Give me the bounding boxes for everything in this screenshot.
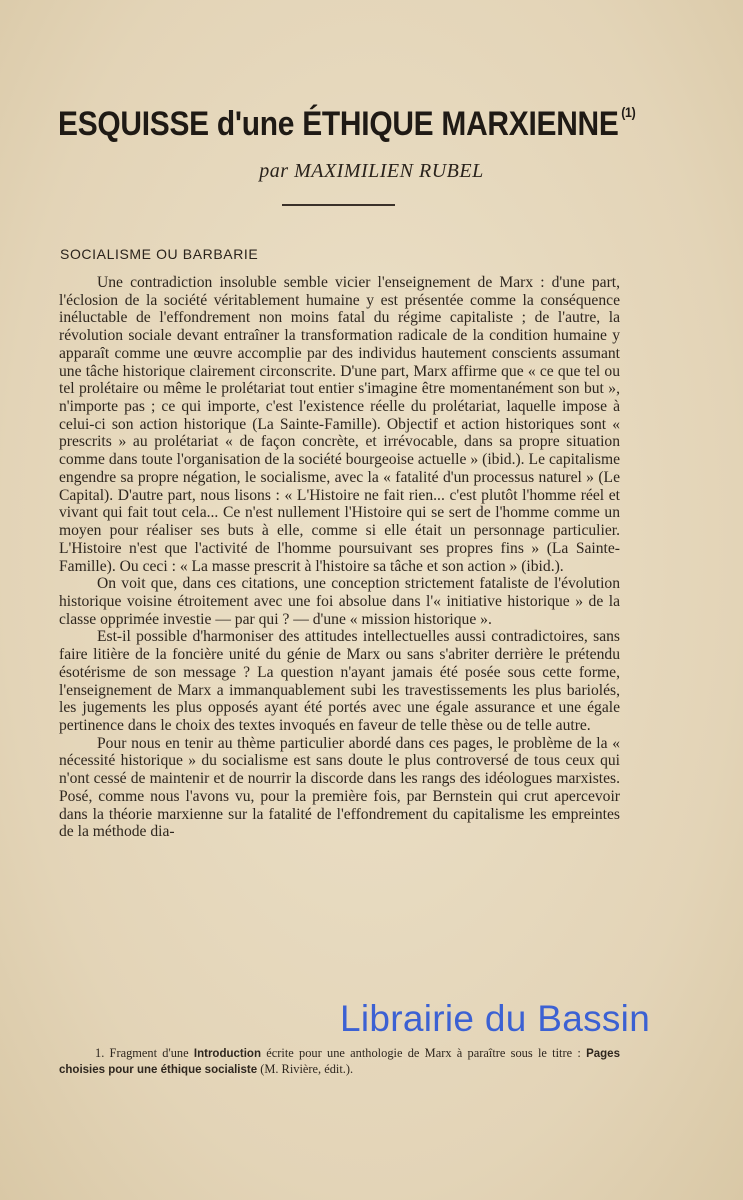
article-title-text: ESQUISSE d'une ÉTHIQUE MARXIENNE [58,105,619,143]
paragraph: Est-il possible d'harmoniser des attitudes intellectuelles aussi contradictoires, sans faire litière de la foncière unité du génie de Marx ou sans s'abriter derrière le prétendu ésotérisme de son message ? La question n'ayant jamais été posée sous cette forme, l'enseignement de Marx a immanquablement subi les travestissements les plus bariolés, les jugements les plus opposés ayant été portés avec une égale assurance et une égale pertinence dans le choix des textes invoqués en faveur de telle thèse ou de telle autre. [59,628,620,734]
footnote-lead: 1. Fragment d'une [95,1046,189,1060]
section-heading: SOCIALISME OU BARBARIE [60,246,259,262]
article-title [58,104,636,144]
title-divider [282,204,395,206]
footnote-tail: (M. Rivière, édit.). [260,1062,354,1076]
footnote-intro: Introduction [193,1048,261,1060]
footnote-book-title: Pages choisies pour une éthique socialiste [59,1048,620,1076]
paragraph: On voit que, dans ces citations, une conception strictement fataliste de l'évolution historique voisine étroitement avec une foi absolue dans l'« initiative historique » de la classe opprimée investie — par qui ? — d'une « mission historique ». [59,575,620,628]
article-body [59,274,620,841]
author-byline: par MAXIMILIEN RUBEL [259,160,484,182]
footnote [59,1046,620,1078]
watermark: Librairie du Bassin [340,998,651,1039]
paragraph: Une contradiction insoluble semble vicier l'enseignement de Marx : d'une part, l'éclosion de la société véritablement humaine y est présentée comme la conséquence inéluctable de l'effondrement non moins fatal du régime capitaliste ; de l'autre, la révolution sociale devant entraîner la transformation radicale de la condition humaine y apparaît comme une œuvre accomplie par des individus hautement conscients assumant une tâche historique clairement circonscrite. D'une part, Marx affirme que « ce que tel ou tel prolétaire ou même le prolétariat tout entier s'imagine être momentanément son but », n'importe pas ; ce qui importe, c'est l'existence réelle du prolétariat, laquelle impose à celui-ci son action historique (La Sainte-Famille). Objectif et action historiques sont « prescrits » au prolétariat « de façon concrète, et irrévocable, dans sa propre situation comme dans toute l'organisation de la société bourgeoise actuelle » (ibid.). Le capitalisme engendre sa propre négation, le socialisme, avec la « fatalité d'un processus naturel » (Le Capital). D'autre part, nous lisons : « L'Histoire ne fait rien... c'est plutôt l'homme réel et vivant qui fait tout cela... Ce n'est nullement l'Histoire qui se sert de l'homme comme un moyen pour réaliser ses buts à elle, comme si elle était un personnage particulier. L'Histoire n'est que l'activité de l'homme poursuivant ses propres fins » (La Sainte-Famille). Ou ceci : « La masse prescrit à l'histoire sa tâche et son action » (ibid.). [59,274,620,575]
footnote-mid: écrite pour une anthologie de Marx à paraître sous le titre : [266,1046,581,1060]
footnote-marker: (1) [621,104,636,120]
paragraph: Pour nous en tenir au thème particulier abordé dans ces pages, le problème de la « nécessité historique » du socialisme est sans doute le plus controversé de tous ceux qui n'ont cessé de maintenir et de nourrir la discorde dans les rangs des idéologues marxistes. Posé, comme nous l'avons vu, pour la première fois, par Bernstein qui crut apercevoir dans la théorie marxienne sur la fatalité de l'effondrement du capitalisme les empreintes de la méthode dia- [59,734,620,841]
